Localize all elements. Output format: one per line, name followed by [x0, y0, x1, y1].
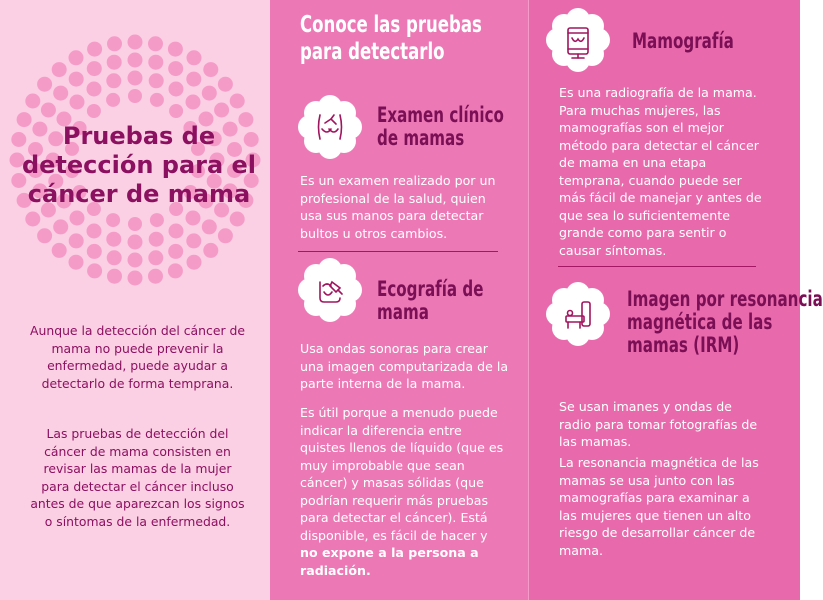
decorative-dot	[70, 95, 85, 110]
decorative-dot	[202, 86, 217, 101]
mri-title	[627, 288, 823, 357]
decorative-dot	[148, 269, 163, 284]
ultrasound-details-emphasis: no expone a la persona a radiación.	[300, 545, 479, 578]
mri-title-line: magnética de las	[627, 310, 773, 334]
ultrasound-details	[300, 404, 508, 579]
decorative-dot	[203, 243, 218, 258]
decorative-dot	[87, 42, 102, 57]
decorative-dot	[41, 103, 56, 118]
decorative-dot	[106, 232, 121, 247]
decorative-dot	[69, 233, 84, 248]
decorative-dot	[87, 244, 102, 259]
decorative-dot	[87, 82, 102, 97]
decorative-dot	[37, 77, 52, 92]
decorative-dot	[150, 213, 164, 227]
decorative-dot	[69, 50, 84, 65]
decorative-dot	[187, 50, 202, 65]
divider	[558, 266, 756, 267]
decorative-dot	[69, 72, 84, 87]
decorative-dot	[128, 89, 142, 103]
decorative-dot	[106, 73, 121, 88]
decorative-dot	[128, 53, 143, 68]
decorative-dot	[87, 224, 102, 239]
decorative-dot	[186, 211, 201, 226]
decorative-dot	[186, 72, 201, 87]
decorative-dot	[52, 62, 67, 77]
decorative-dot	[37, 228, 52, 243]
decorative-dot	[52, 243, 67, 258]
decorative-dot	[128, 235, 143, 250]
decorative-dot	[150, 93, 164, 107]
mri-details: La resonancia magnética de las mamas se usa junto con las mamografías para examinar a las mujeres que tienen un alto riesgo de desarrollar cáncer de mama.	[559, 455, 759, 558]
decorative-dot	[53, 86, 68, 101]
intro-paragraph: Aunque la detección del cáncer de mama no puede prevenir la enfermedad, puede ayudar a detectarlo de forma temprana.	[30, 323, 245, 391]
decorative-dot	[25, 94, 40, 109]
decorative-dot	[230, 212, 245, 227]
section-title-line: Conoce las pruebas	[300, 12, 482, 38]
decorative-dot	[148, 55, 163, 70]
decorative-dot	[148, 36, 163, 51]
decorative-dot	[202, 219, 217, 234]
decorative-dot	[69, 255, 84, 270]
mammography-title: Mamografía	[632, 29, 734, 53]
decorative-dot	[70, 211, 85, 226]
exam-title	[377, 104, 504, 150]
decorative-dot	[169, 224, 184, 239]
decorative-dot	[169, 104, 183, 118]
decorative-dot	[107, 36, 122, 51]
decorative-dot	[230, 94, 245, 109]
divider	[298, 251, 498, 252]
decorative-dot	[149, 232, 164, 247]
decorative-dot	[187, 255, 202, 270]
decorative-dot	[168, 61, 183, 76]
left-panel	[0, 0, 270, 600]
section-title-line: para detectarlo	[300, 39, 445, 65]
exam-title-line: Examen clínico	[377, 103, 504, 127]
decorative-dot	[87, 61, 102, 76]
decorative-dot	[168, 263, 183, 278]
decorative-dot	[148, 250, 163, 265]
ultrasound-title	[377, 278, 483, 324]
intro-paragraph-2: Las pruebas de detección del cáncer de mama consisten en revisar las mamas de la mujer para detectar el cáncer incluso antes de que aparezcan los signos o síntomas de la enfermedad.	[30, 426, 245, 529]
ultrasound-details-text: Es útil porque a menudo puede indicar la diferencia entre quistes llenos de líquido (que es muy improbable que sean cáncer) y masas sólidas (que podrían requerir más pruebas para detectar el cáncer). Está disponible, es fácil de hacer y	[300, 405, 504, 543]
decorative-dot	[106, 93, 120, 107]
breast-self-exam-icon	[298, 95, 362, 159]
exam-title-line: de mamas	[377, 126, 465, 150]
decorative-dot	[203, 62, 218, 77]
decorative-dot	[128, 253, 143, 268]
decorative-dot	[87, 104, 101, 118]
decorative-dot	[106, 213, 120, 227]
ultrasound-icon	[298, 258, 362, 322]
decorative-dot	[128, 71, 143, 86]
decorative-dot	[107, 269, 122, 284]
decorative-dot	[87, 263, 102, 278]
decorative-dot	[186, 95, 201, 110]
ultrasound-title-line: Ecografía de	[377, 277, 484, 301]
page-title: Pruebas de detección para el cáncer de mama	[21, 122, 257, 208]
decorative-dot	[218, 228, 233, 243]
mri-title-line: mamas (IRM)	[627, 333, 740, 357]
decorative-dot	[218, 77, 233, 92]
section-title	[300, 12, 482, 66]
ultrasound-title-line: mama	[377, 300, 429, 324]
decorative-dot	[25, 212, 40, 227]
decorative-dot	[169, 82, 184, 97]
decorative-dot	[149, 73, 164, 88]
decorative-dot	[214, 103, 229, 118]
ultrasound-description: Usa ondas sonoras para crear una imagen computarizada de la parte interna de la mama.	[300, 341, 509, 391]
exam-description: Es un examen realizado por un profesional de la salud, quien usa sus manos para detectar bultos u otros cambios.	[300, 173, 496, 241]
decorative-dot	[128, 35, 143, 50]
decorative-dot	[186, 233, 201, 248]
decorative-dot	[107, 55, 122, 70]
mri-description: Se usan imanes y ondas de radio para tomar fotografías de las mamas.	[559, 399, 758, 449]
mammography-icon	[546, 8, 610, 72]
mri-title-line: Imagen por resonancia	[627, 287, 823, 311]
decorative-dot	[168, 244, 183, 259]
decorative-dot	[53, 219, 68, 234]
mammography-description: Es una radiografía de la mama. Para muchas mujeres, las mamografías son el mejor método para detectar el cáncer de mama en una etapa temprana, cuando puede ser más fácil de manejar y antes de que sea lo suficientemente grande como para sentir o causar síntomas.	[559, 85, 762, 258]
decorative-dot	[128, 217, 142, 231]
decorative-dot	[168, 42, 183, 57]
decorative-dot	[128, 271, 143, 286]
decorative-dot	[107, 250, 122, 265]
mri-scanner-icon	[546, 282, 610, 346]
